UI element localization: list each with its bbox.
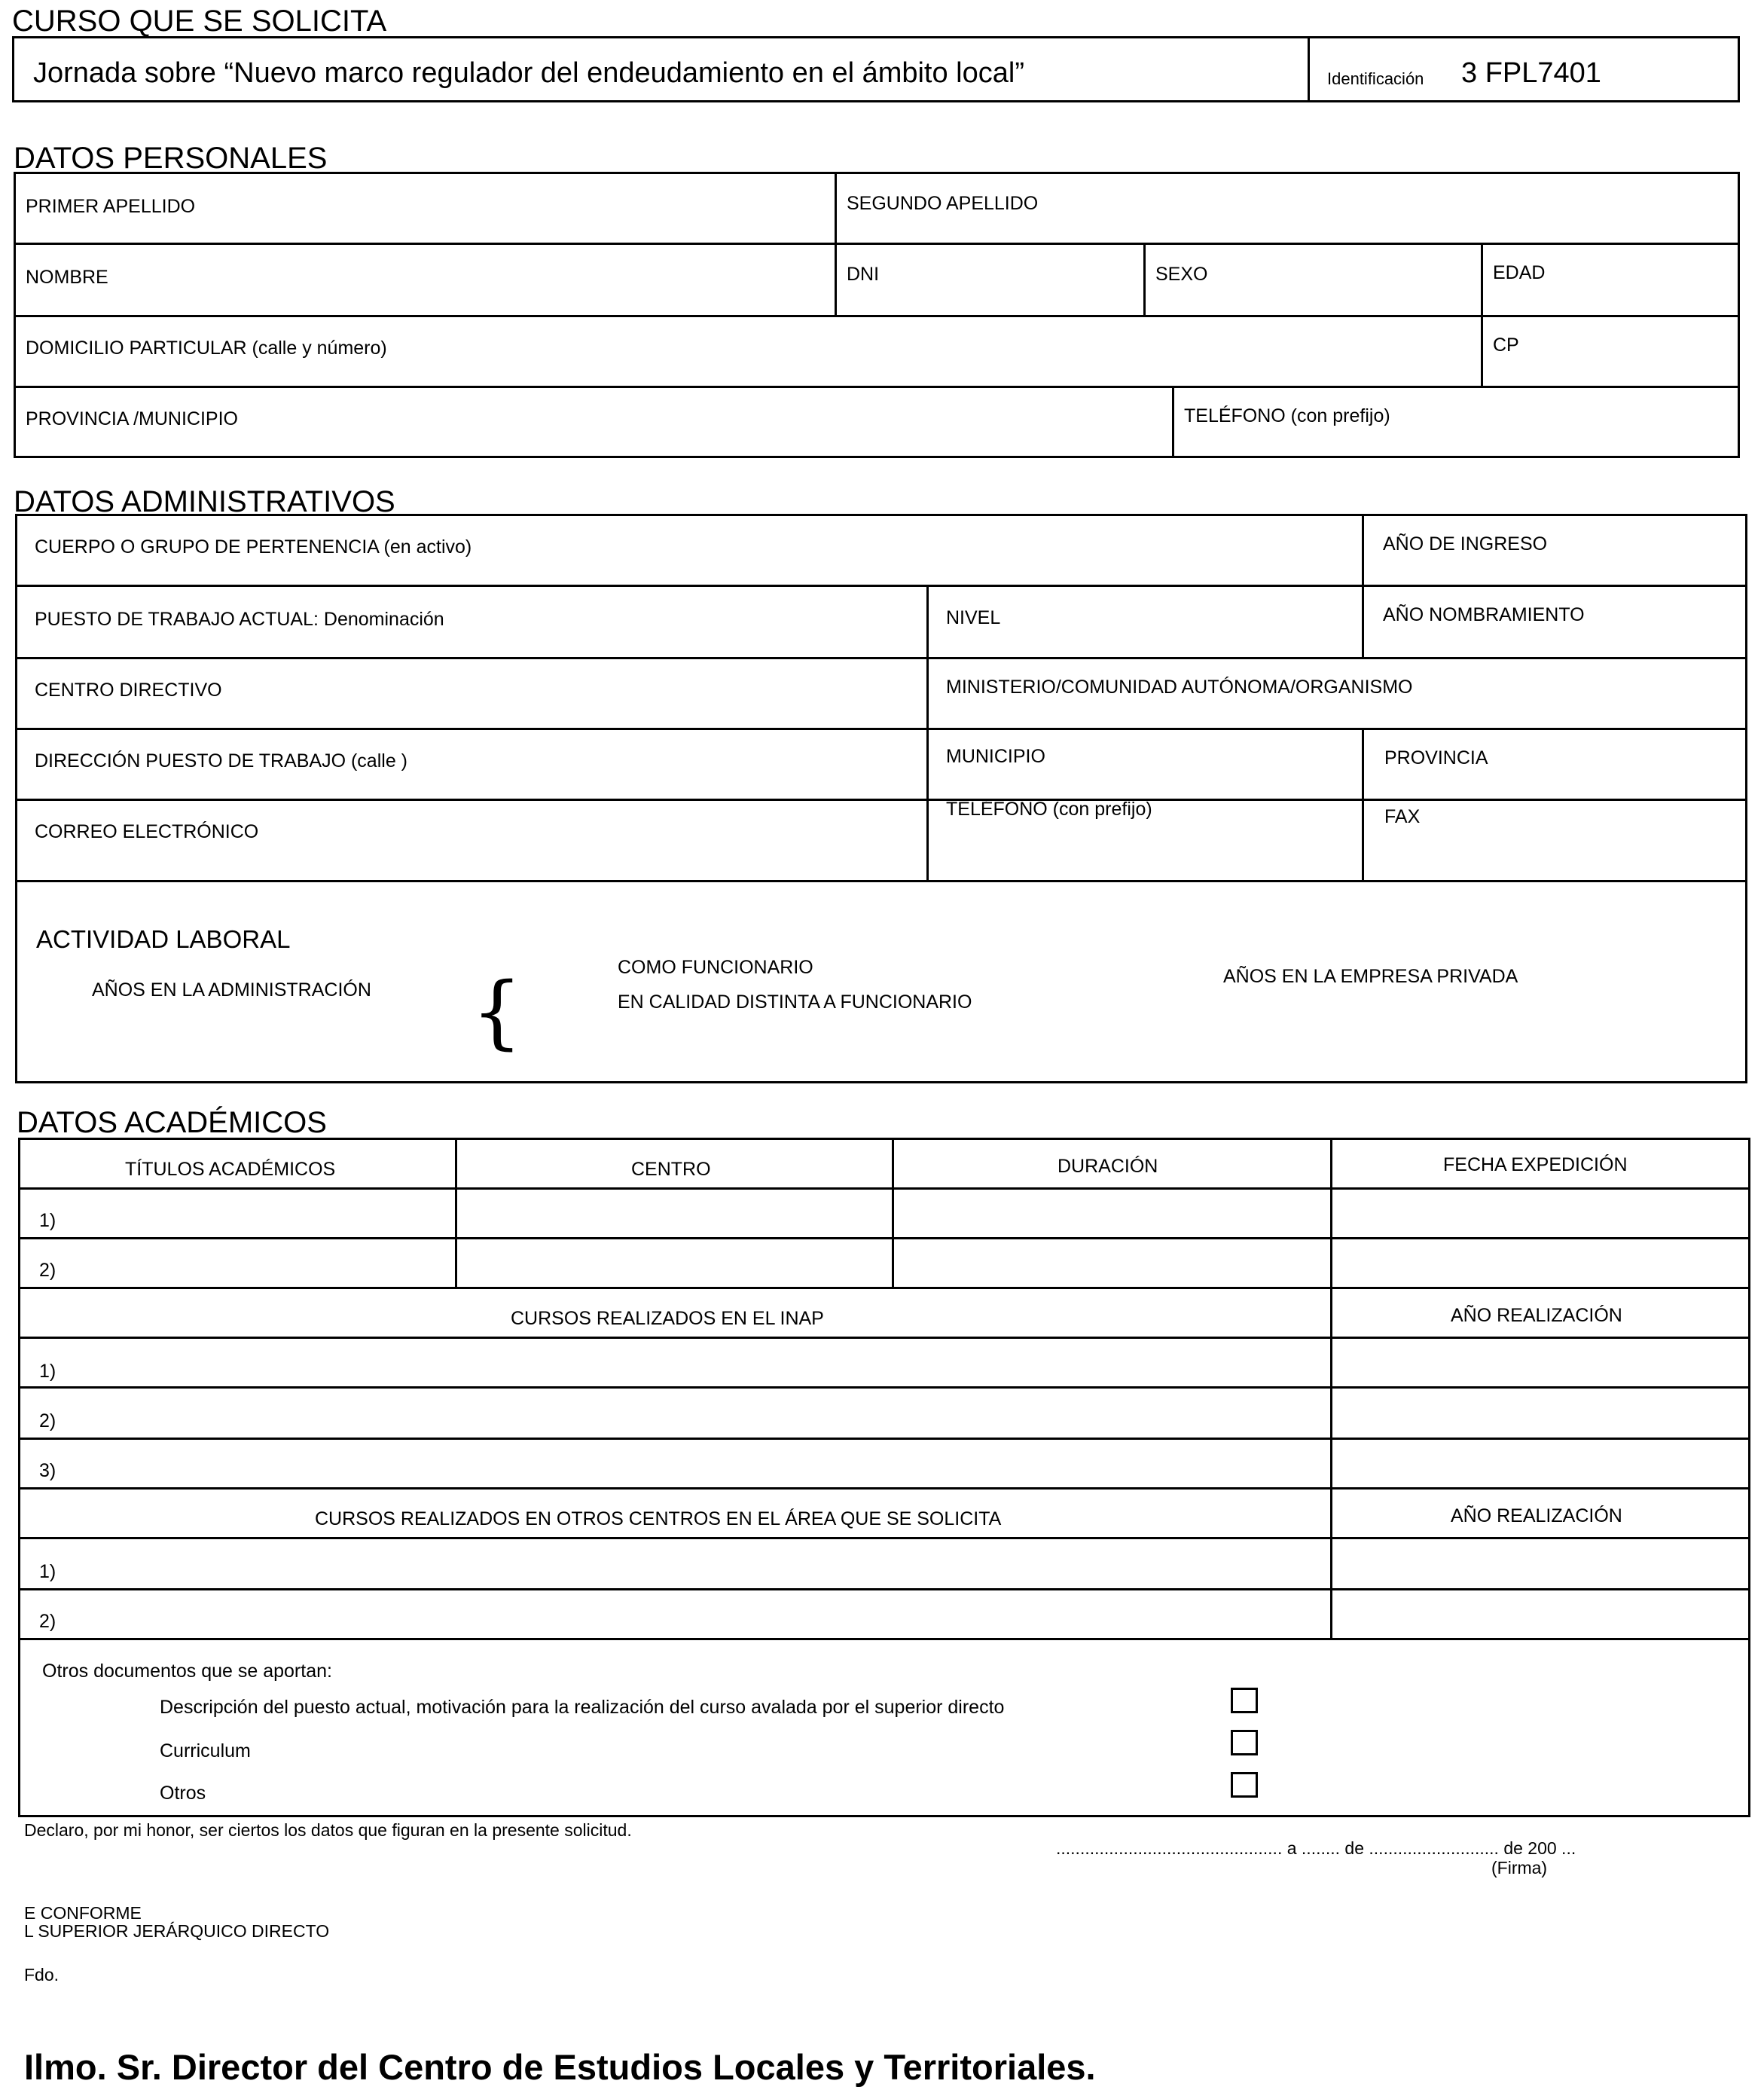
brace-symbol: {	[472, 965, 523, 1058]
ano-ingreso-label[interactable]: AÑO DE INGRESO	[1383, 533, 1548, 555]
municipio-label[interactable]: MUNICIPIO	[946, 746, 1045, 767]
otros-row-label[interactable]: 2)	[39, 1611, 56, 1632]
empresa-privada-label[interactable]: AÑOS EN LA EMPRESA PRIVADA	[1223, 966, 1518, 987]
correo-label[interactable]: CORREO ELECTRÓNICO	[35, 821, 259, 842]
doc-otros-label: Otros	[160, 1783, 206, 1804]
identificacion-value: 3 FPL7401	[1461, 57, 1601, 89]
inap-row-label[interactable]: 2)	[39, 1410, 56, 1431]
conforme-line-2: L SUPERIOR JERÁRQUICO DIRECTO	[24, 1921, 330, 1941]
otros-row-label[interactable]: 1)	[39, 1561, 56, 1582]
sexo-label[interactable]: SEXO	[1155, 264, 1208, 285]
telefono-trabajo-label[interactable]: TELÉFONO (con prefijo)	[946, 799, 1152, 820]
col-duracion: DURACIÓN	[1057, 1156, 1158, 1177]
inap-year-heading: AÑO REALIZACIÓN	[1451, 1305, 1622, 1326]
inap-row-label[interactable]: 1)	[39, 1361, 56, 1382]
identificacion-label: Identificación	[1327, 69, 1424, 88]
nombre-label[interactable]: NOMBRE	[26, 267, 108, 288]
segundo-apellido-label[interactable]: SEGUNDO APELLIDO	[847, 193, 1039, 214]
fdo-label: Fdo.	[24, 1965, 60, 1984]
anos-administracion-label: AÑOS EN LA ADMINISTRACIÓN	[92, 979, 371, 1001]
telefono-personal-label[interactable]: TELÉFONO (con prefijo)	[1184, 405, 1390, 426]
otros-centros-heading: CURSOS REALIZADOS EN OTROS CENTROS EN EL ÁREA QUE SE SOLICITA	[315, 1508, 1002, 1529]
col-fecha-expedicion: FECHA EXPEDICIÓN	[1443, 1154, 1628, 1175]
course-name: Jornada sobre “Nuevo marco regulador del endeudamiento en el ámbito local”	[33, 57, 1024, 89]
cuerpo-label[interactable]: CUERPO O GRUPO DE PERTENENCIA (en activo)	[35, 536, 472, 558]
nivel-label[interactable]: NIVEL	[946, 607, 1001, 628]
docs-heading: Otros documentos que se aportan:	[42, 1661, 332, 1682]
firma-label: (Firma)	[1491, 1858, 1548, 1878]
inap-heading: CURSOS REALIZADOS EN EL INAP	[511, 1308, 824, 1329]
centro-directivo-label[interactable]: CENTRO DIRECTIVO	[35, 680, 222, 701]
puesto-label[interactable]: PUESTO DE TRABAJO ACTUAL: Denominación	[35, 609, 444, 630]
provincia-label[interactable]: PROVINCIA	[1384, 747, 1488, 768]
destinatario: Ilmo. Sr. Director del Centro de Estudios Locales y Territoriales.	[24, 2047, 1096, 2087]
section-heading-academicos: DATOS ACADÉMICOS	[17, 1106, 327, 1139]
otros-year-heading: AÑO REALIZACIÓN	[1451, 1505, 1622, 1526]
section-heading-curso: CURSO QUE SE SOLICITA	[12, 5, 387, 38]
cp-label[interactable]: CP	[1493, 335, 1519, 356]
fecha-line[interactable]: ............................................... a ........ de ........................... de 200 ...	[1056, 1838, 1576, 1858]
edad-label[interactable]: EDAD	[1493, 262, 1546, 283]
doc-descripcion-checkbox[interactable]	[1231, 1688, 1258, 1713]
domicilio-label[interactable]: DOMICILIO PARTICULAR (calle y número)	[26, 338, 387, 359]
section-heading-administrativos: DATOS ADMINISTRATIVOS	[14, 485, 395, 518]
como-funcionario-label[interactable]: COMO FUNCIONARIO	[618, 957, 813, 978]
ano-nombramiento-label[interactable]: AÑO NOMBRAMIENTO	[1383, 604, 1585, 625]
fax-label[interactable]: FAX	[1384, 806, 1421, 827]
doc-curriculum-checkbox[interactable]	[1231, 1730, 1258, 1755]
actividad-laboral-heading: ACTIVIDAD LABORAL	[36, 925, 291, 953]
distinta-funcionario-label[interactable]: EN CALIDAD DISTINTA A FUNCIONARIO	[618, 991, 972, 1013]
col-titulos: TÍTULOS ACADÉMICOS	[125, 1159, 336, 1180]
ministerio-label[interactable]: MINISTERIO/COMUNIDAD AUTÓNOMA/ORGANISMO	[946, 677, 1413, 698]
doc-otros-checkbox[interactable]	[1231, 1772, 1258, 1798]
inap-row-label[interactable]: 3)	[39, 1460, 56, 1481]
titulo-row-label[interactable]: 2)	[39, 1260, 56, 1281]
doc-curriculum-label: Curriculum	[160, 1740, 251, 1761]
provincia-municipio-label[interactable]: PROVINCIA /MUNICIPIO	[26, 408, 238, 429]
declaracion-text: Declaro, por mi honor, ser ciertos los datos que figuran en la presente solicitud.	[24, 1820, 632, 1840]
conforme-line-1: E CONFORME	[24, 1903, 142, 1923]
col-centro: CENTRO	[631, 1159, 711, 1180]
dni-label[interactable]: DNI	[847, 264, 880, 285]
doc-descripcion-label: Descripción del puesto actual, motivación para la realización del curso avalada por el superior directo	[160, 1697, 1005, 1718]
section-heading-personales: DATOS PERSONALES	[14, 142, 328, 175]
direccion-label[interactable]: DIRECCIÓN PUESTO DE TRABAJO (calle )	[35, 750, 407, 771]
primer-apellido-label[interactable]: PRIMER APELLIDO	[26, 196, 196, 217]
titulo-row-label[interactable]: 1)	[39, 1210, 56, 1231]
